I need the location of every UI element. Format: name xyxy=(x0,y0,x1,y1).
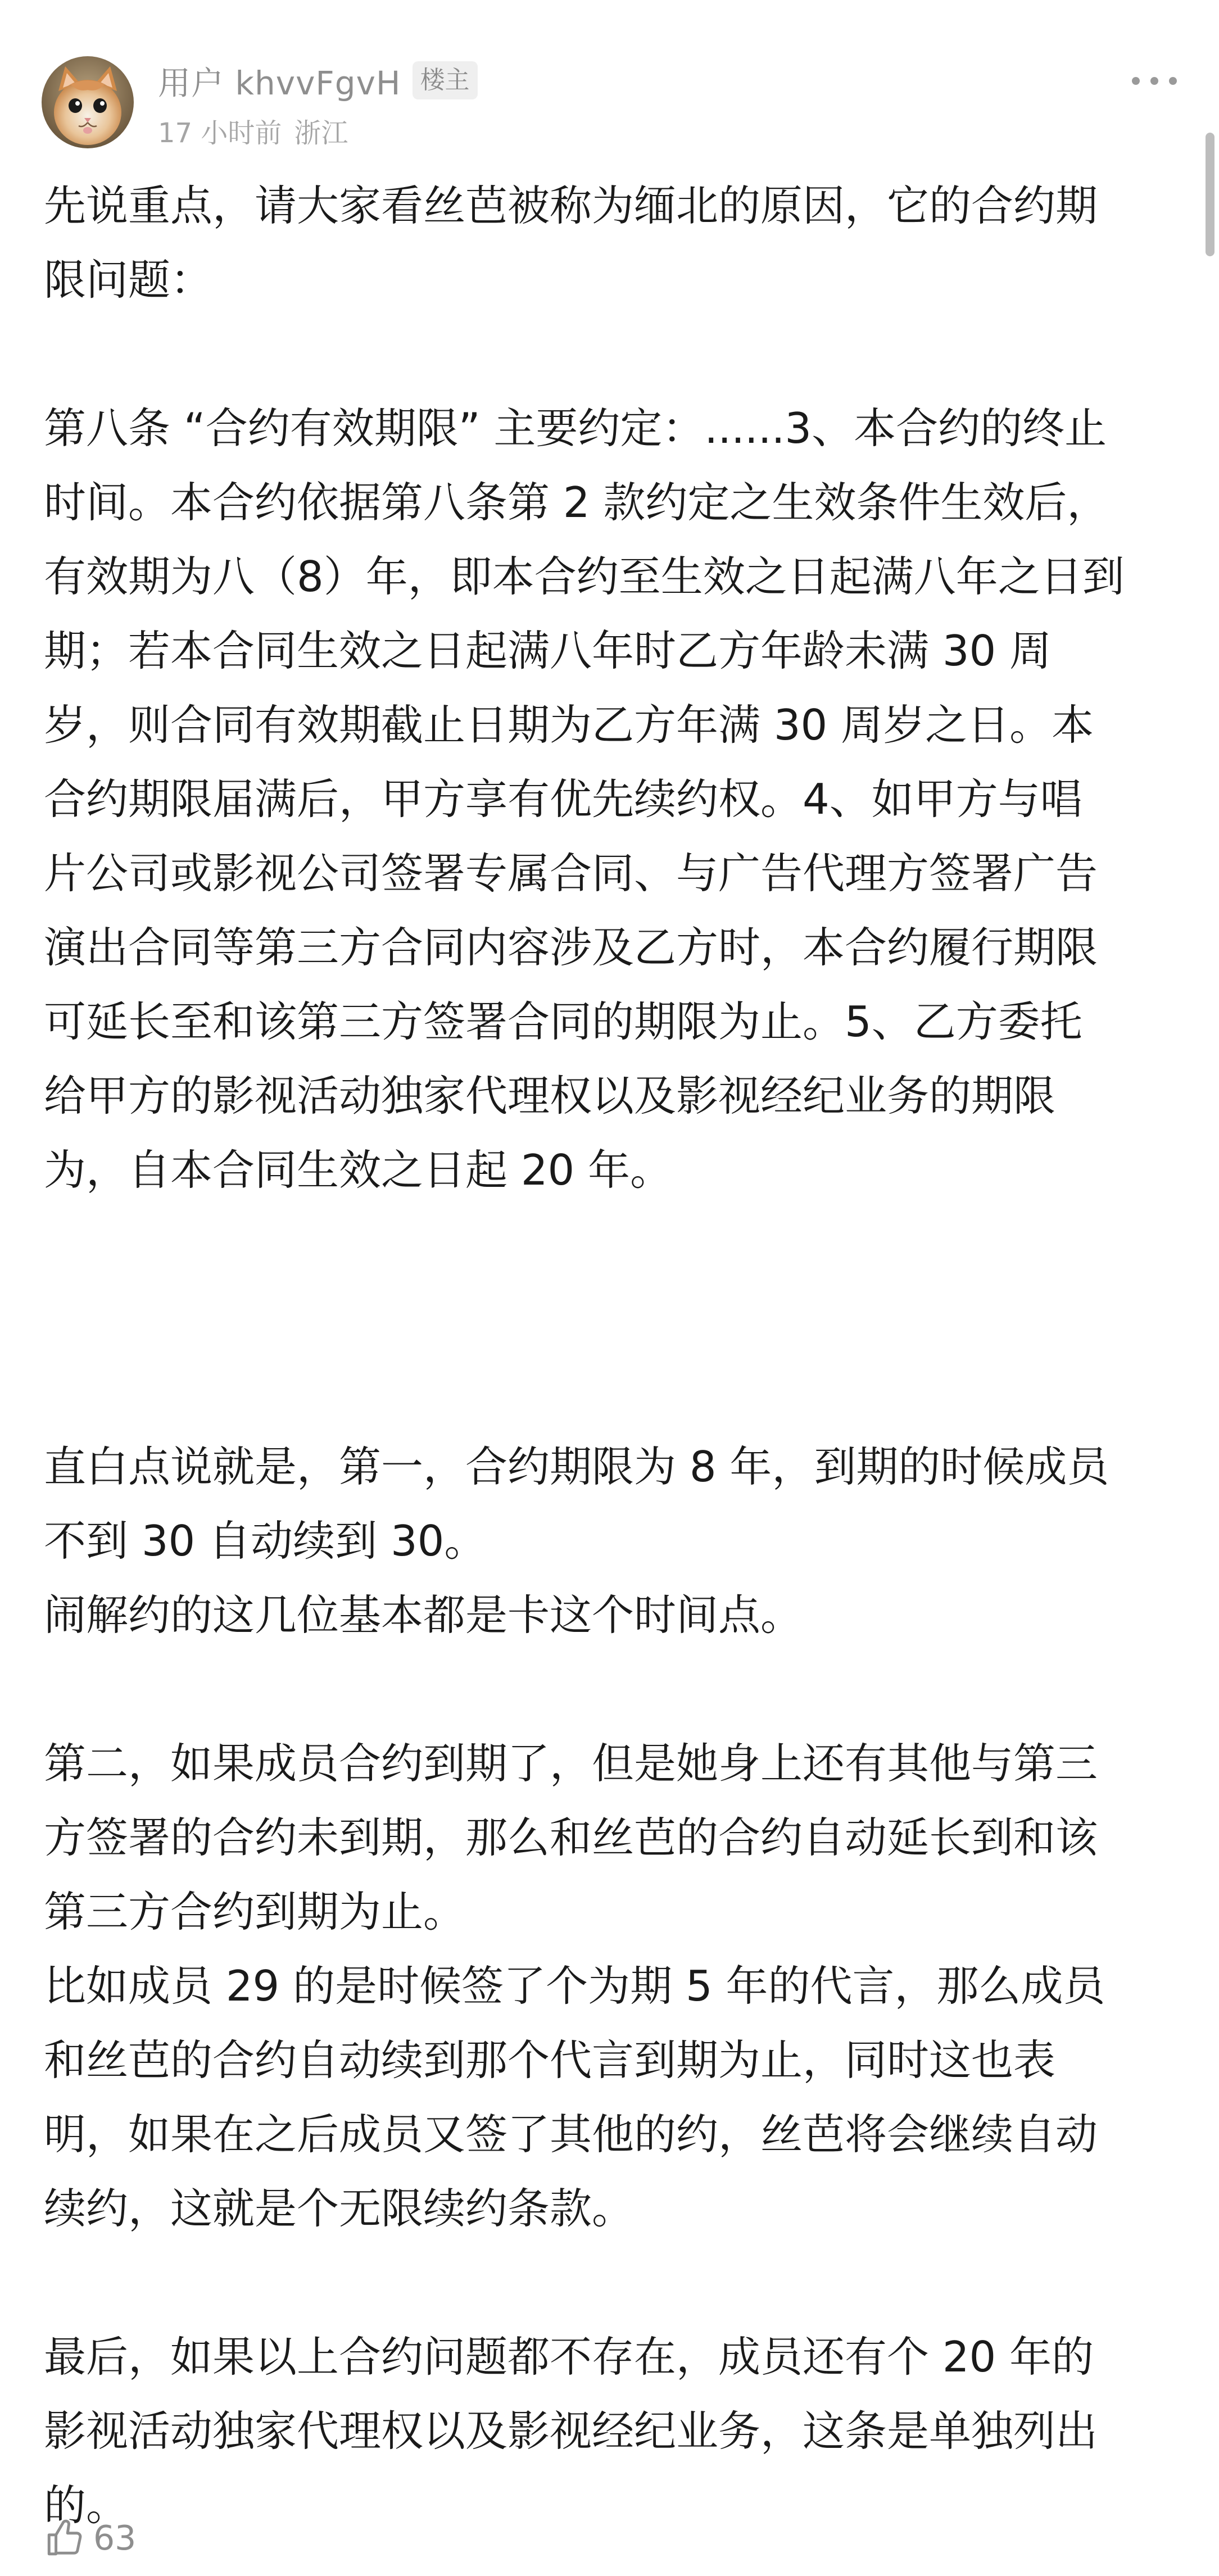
post-body-line: 影视活动独家代理权以及影视经纪业务，这条是单独列出 xyxy=(44,2406,1098,2456)
post-body-line: 演出合同等第三方合同内容涉及乙方时，本合约履行期限 xyxy=(44,923,1098,972)
post-body-line: 第三方合约到期为止。 xyxy=(44,1887,466,1936)
post-body-line: 第二，如果成员合约到期了，但是她身上还有其他与第三 xyxy=(44,1739,1098,1788)
post-body-line: 为，自本合同生效之日起 20 年。 xyxy=(44,1145,673,1195)
post-body-line: 和丝芭的合约自动续到那个代言到期为止，同时这也表 xyxy=(44,2035,1056,2085)
blank-line xyxy=(44,1207,1190,1281)
cat-avatar-image xyxy=(42,56,134,148)
more-dots-icon xyxy=(1132,77,1140,85)
blank-line xyxy=(44,317,1190,391)
scrollbar[interactable] xyxy=(1206,133,1215,256)
more-options-button[interactable] xyxy=(1132,70,1177,92)
post-body-line: 方签署的合约未到期，那么和丝芭的合约自动延长到和该 xyxy=(44,1813,1098,1862)
post-body-line: 明，如果在之后成员又签了其他的约，丝芭将会继续自动 xyxy=(44,2110,1098,2159)
avatar[interactable] xyxy=(42,56,134,148)
post-body-line: 片公司或影视公司签署专属合同、与广告代理方签署广告 xyxy=(44,849,1098,898)
post-body-line: 岁，则合同有效期截止日期为乙方年满 30 周岁之日。本 xyxy=(44,700,1094,750)
post-body xyxy=(44,169,1190,2542)
post-body-line: 比如成员 29 的是时候签了个为期 5 年的代言，那么成员 xyxy=(44,1961,1105,2011)
post-location: 浙江 xyxy=(294,117,348,149)
post-body-line: 时间。本合约依据第八条第 2 款约定之生效条件生效后， xyxy=(44,478,1109,527)
blank-line xyxy=(44,2246,1190,2320)
post-body-line: 有效期为八（8）年，即本合约至生效之日起满八年之日到 xyxy=(44,552,1125,601)
post-meta xyxy=(158,111,348,150)
post-body-line: 的。 xyxy=(44,2480,129,2530)
post-body-line: 合约期限届满后，甲方享有优先续约权。4、如甲方与唱 xyxy=(44,774,1082,824)
thumbs-up-icon xyxy=(44,2518,85,2559)
post-body-line: 可延长至和该第三方签署合同的期限为止。5、乙方委托 xyxy=(44,997,1082,1046)
post-body-line: 续约，这就是个无限续约条款。 xyxy=(44,2184,635,2233)
post-body-line: 闹解约的这几位基本都是卡这个时间点。 xyxy=(44,1590,803,1640)
post-header xyxy=(42,53,1188,154)
blank-line xyxy=(44,1652,1190,1726)
blank-line xyxy=(44,1355,1190,1430)
post-body-line: 限问题： xyxy=(44,255,213,305)
post-body-line: 最后，如果以上合约问题都不存在，成员还有个 20 年的 xyxy=(44,2332,1094,2382)
like-button[interactable] xyxy=(44,2513,136,2564)
like-count: 63 xyxy=(93,2519,137,2558)
username[interactable]: 用户 khvvFgvH xyxy=(158,64,401,102)
op-badge: 楼主 xyxy=(413,61,478,99)
post-time: 17 小时前 xyxy=(158,117,282,149)
more-dots-icon xyxy=(1150,77,1158,85)
post-body-line: 先说重点，请大家看丝芭被称为缅北的原因，它的合约期 xyxy=(44,181,1098,230)
post-body-line: 给甲方的影视活动独家代理权以及影视经纪业务的期限 xyxy=(44,1071,1056,1121)
post-body-line: 直白点说就是，第一，合约期限为 8 年，到期的时候成员 xyxy=(44,1442,1109,1491)
blank-line xyxy=(44,1281,1190,1355)
post-body-line: 不到 30 自动续到 30。 xyxy=(44,1516,487,1566)
post-body-line: 期；若本合同生效之日起满八年时乙方年龄未满 30 周 xyxy=(44,626,1052,675)
more-dots-icon xyxy=(1169,77,1177,85)
post-body-line: 第八条 “合约有效期限” 主要约定：......3、本合约的终止 xyxy=(44,403,1107,453)
username-row xyxy=(158,61,478,100)
